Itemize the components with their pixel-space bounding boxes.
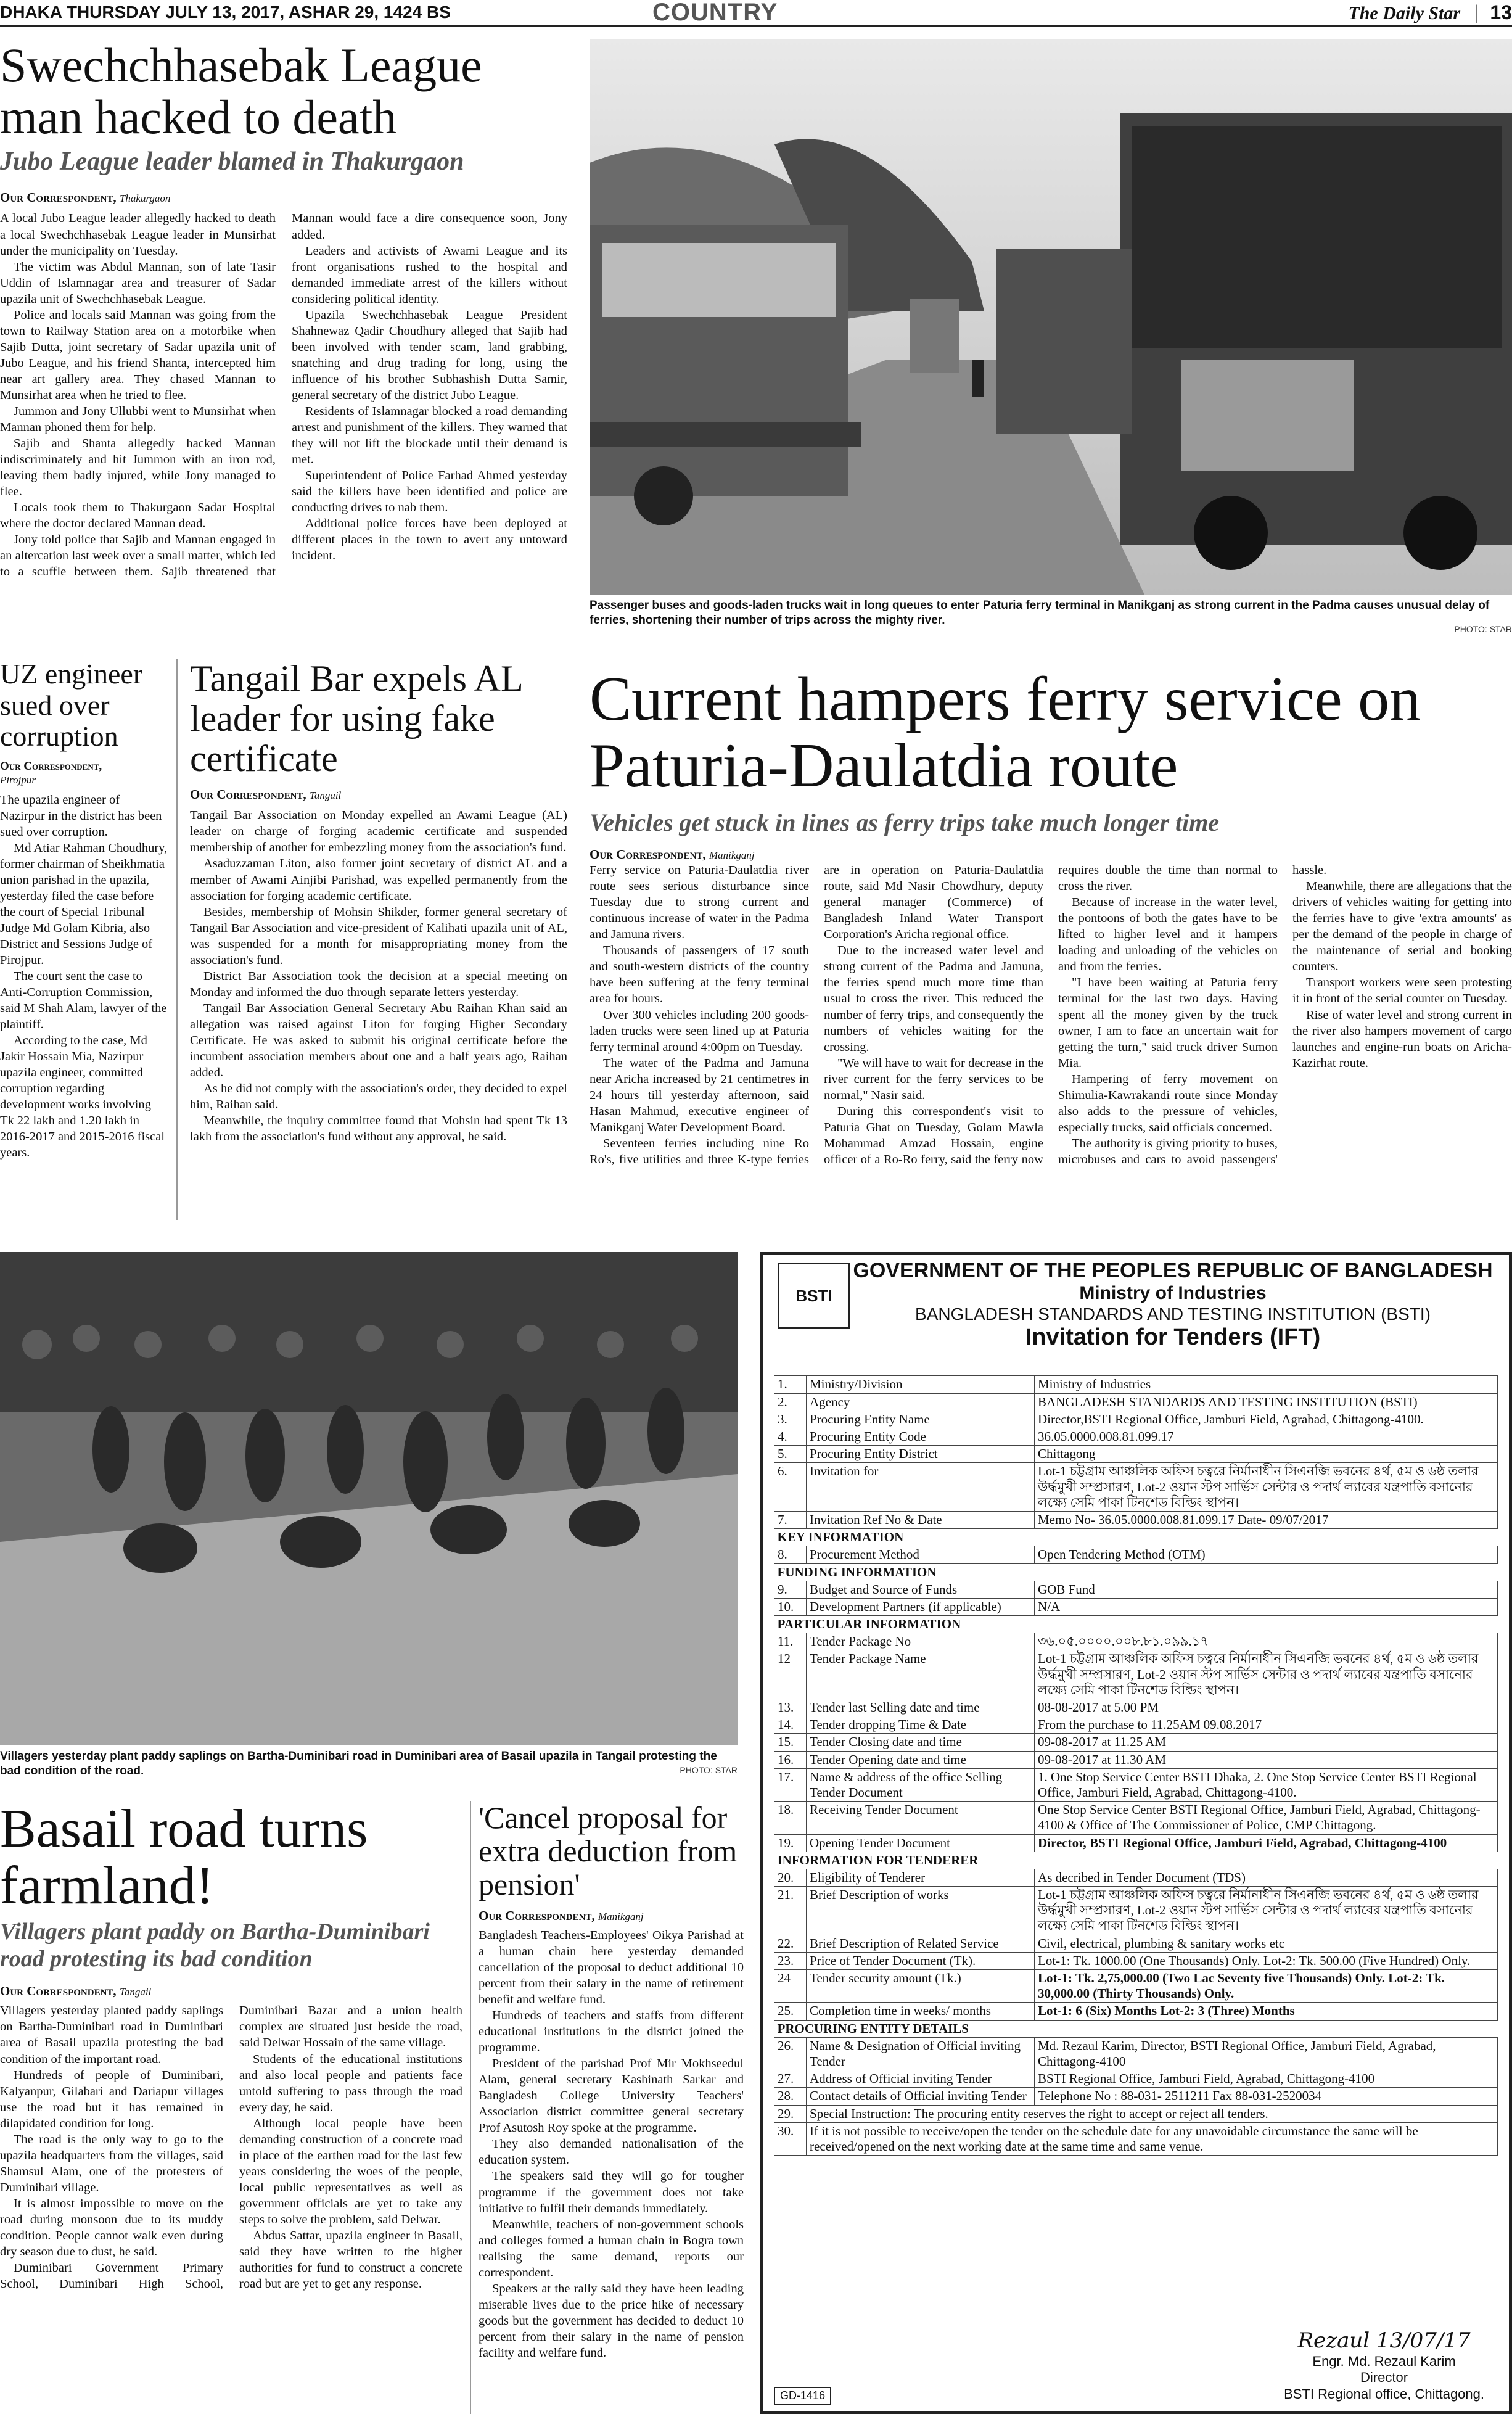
row-value: Lot-1 চট্টগ্রাম আঞ্চলিক অফিস চত্বরে নির্মানাধীন সিএনজি ভবনের ৪র্থ, ৫ম ও ৬ষ্ঠ তলার উর্দ্ধমুখী সম্প্রসারণ, Lot-2 ওয়ান স্টপ সার্ভিস সেন্টার ও পদার্থ ল্যাবের যন্ত্রপাতি বসানোর লক্ষ্যে সেমি পাকা টিনশেড বিল্ডিং স্থাপন। xyxy=(1035,1463,1498,1512)
paragraph: Because of increase in the water level, the pontoons of both the gates have to be lifted to higher level and it hampers loading and unloading of the vehicles on and from the ferries. xyxy=(1058,896,1278,974)
column-rule xyxy=(470,1801,471,2414)
section-name: COUNTRY xyxy=(652,0,778,26)
table-row xyxy=(774,1511,1498,1528)
section-label: PROCURING ENTITY DETAILS xyxy=(774,2020,1498,2037)
row-label: Budget and Source of Funds xyxy=(807,1581,1035,1598)
row-value: BSTI Regional Office, Jamburi Field, Agrabad, Chittagong-4100 xyxy=(1035,2070,1498,2088)
row-number: 3. xyxy=(774,1411,807,1428)
row-value: 09-08-2017 at 11.25 AM xyxy=(1035,1734,1498,1751)
ad-agency: BANGLADESH STANDARDS AND TESTING INSTITUTION (BSTI) xyxy=(915,1304,1431,1324)
story-body xyxy=(190,807,567,1145)
paragraph: The water of the Padma and Jamuna near Aricha increased by 21 centimetres in 24 hours till yesterday afternoon, said Hasan Mahmud, executive engineer of Manikganj Water Development Board. xyxy=(590,1056,809,1134)
table-row xyxy=(774,1751,1498,1768)
byline: Our Correspondent, Pirojpur xyxy=(0,759,102,786)
row-label: Brief Description of works xyxy=(807,1887,1035,1935)
section-label: INFORMATION FOR TENDERER xyxy=(774,1852,1498,1869)
row-label: Brief Description of Related Service xyxy=(807,1935,1035,1952)
row-label: Tender Package Name xyxy=(807,1650,1035,1699)
photo-caption: Villagers yesterday plant paddy saplings on Bartha-Duminibari road in Duminibari area of Basail upazila in Tangail protesting the bad condition of the road. xyxy=(0,1750,717,1778)
paragraph: Bangladesh Teachers-Employees' Oikya Parishad at a human chain here yesterday demanded cancellation of the proposal to deduct additional 10 percent from their salary in the name of retirement benefit and welfare fund. xyxy=(479,1929,744,2007)
page-number: 13 xyxy=(1490,1,1512,23)
paragraph: Locals took them to Thakurgaon Sadar Hospital where the doctor declared Mannan dead. xyxy=(0,501,276,531)
row-value: Lot-1 চট্টগ্রাম আঞ্চলিক অফিস চত্বরে নির্মানাধীন সিএনজি ভবনের ৪র্থ, ৫ম ও ৬ষ্ঠ তলার উর্দ্ধমুখী সম্প্রসারণ, Lot-2 ওয়ান স্টপ সার্ভিস সেন্টার ও পদার্থ ল্যাবের যন্ত্রপাতি বসানোর লক্ষ্যে সেমি পাকা টিনশেড বিল্ডিং স্থাপন। xyxy=(1035,1650,1498,1699)
paragraph: Upazila Swechchhasebak League President Shahnewaz Qadir Choudhury alleged that Sajib had been involved with tender scam, land grabbing, snatching and drug trading for long, using the influence of his brother Subhashish Dutta Samir, general secretary of the district Jubo League. xyxy=(292,308,567,402)
row-label: Tender Opening date and time xyxy=(807,1751,1035,1768)
row-value: BANGLADESH STANDARDS AND TESTING INSTITUTION (BSTI) xyxy=(1035,1393,1498,1411)
paragraph: Meanwhile, the inquiry committee found that Mohsin had spent Tk 13 lakh from the association's fund without any approval, he said. xyxy=(190,1113,567,1144)
row-label: Price of Tender Document (Tk). xyxy=(807,1952,1035,1969)
row-label: Name & Designation of Official inviting Tender xyxy=(807,2037,1035,2070)
row-number: 20. xyxy=(774,1869,807,1886)
paragraph: Hundreds of teachers and staffs from different educational institutions in the district joined the programme. xyxy=(479,2009,744,2055)
paragraph: During this correspondent's visit to Paturia Ghat on Tuesday, Golam Mawla Mohammad Amzad Hossain, engine officer of a Ro-Ro ferry, said the ferry now requires double the time than normal to cross the river. xyxy=(824,863,1278,1166)
paragraph: Due to the increased water level and strong current of the Padma and Jamuna, the ferries spend much more time than usual to cross the river. This reduced the number of ferry trips, and consequently the numbers of vehicles waiting for the crossing. xyxy=(824,944,1043,1054)
signature: Rezaul 13/07/17 xyxy=(1297,2328,1471,2354)
headline: Basail road turns farmland! xyxy=(0,1799,368,1916)
signer-title: Director xyxy=(1360,2370,1408,2386)
row-value: Lot-1: 6 (Six) Months Lot-2: 3 (Three) Months xyxy=(1035,2003,1498,2020)
table-row xyxy=(774,1581,1498,1598)
paragraph: As he did not comply with the association's order, they decided to expel him, Raihan said. xyxy=(190,1081,567,1111)
table-row xyxy=(774,1834,1498,1852)
paragraph: Police and locals said Mannan was going from the town to Railway Station area on a motorbike when Sajib Dutta, joint secretary of Sadar upazila unit of Jubo League, and his friend Shanta, intercepted him near art gallery area. They chased Mannan to Munsirhat area when he tried to flee. xyxy=(0,308,276,402)
row-number: 14. xyxy=(774,1716,807,1734)
row-value: Lot-1: Tk. 1000.00 (One Thousands) Only. Lot-2: Tk. 500.00 (Five Hundred) Only. xyxy=(1035,1952,1498,1969)
table-row xyxy=(774,1887,1498,1935)
paragraph: Residents of Islamnagar blocked a road demanding arrest and punishment of the killers. They warned that they will not lift the blockade until their demand is met. xyxy=(292,404,567,466)
paragraph: Besides, membership of Mohsin Shikder, former general secretary of Tangail Bar Association and vice-president of Kalihati upazila unit of AL, was suspended for a month for misappropriating money from the association's fund. xyxy=(190,905,567,967)
table-row xyxy=(774,1446,1498,1463)
row-value: Memo No- 36.05.0000.008.81.099.17 Date- 09/07/2017 xyxy=(1035,1511,1498,1528)
headline: Current hampers ferry service on Paturia-Daulatdia route xyxy=(590,664,1421,801)
paragraph: Tangail Bar Association on Monday expelled an Awami League (AL) leader on charge of forging academic certificate and suspended membership of another for embezzling money from the association's fund. xyxy=(190,809,567,855)
row-label: Eligibility of Tenderer xyxy=(807,1869,1035,1886)
row-number: 26. xyxy=(774,2037,807,2070)
row-number: 8. xyxy=(774,1546,807,1563)
row-number: 2. xyxy=(774,1393,807,1411)
paragraph: Villagers yesterday planted paddy saplings on Bartha-Duminibari road in Duminibari area of Basail upazila protesting the bad condition of the important road. xyxy=(0,2004,223,2066)
section-label: PARTICULAR INFORMATION xyxy=(774,1616,1498,1633)
table-row xyxy=(774,1428,1498,1446)
row-label: Tender Closing date and time xyxy=(807,1734,1035,1751)
row-text: If it is not possible to receive/open the tender on the schedule date for any unavoidable circumstance the same will be received/opened on the next working date at the same time and same venue. xyxy=(810,2123,1418,2154)
paragraph: Leaders and activists of Awami League and its front organisations rushed to the hospital and demanded immediate arrest of the killers without considering political identity. xyxy=(292,244,567,306)
paragraph: The victim was Abdul Mannan, son of late Tasir Uddin of Islamnagar area and treasurer of Sadar upazila unit of Swechchhasebak League. xyxy=(0,260,276,306)
row-label: Contact details of Official inviting Tender xyxy=(807,2088,1035,2105)
photo-credit: PHOTO: STAR xyxy=(1454,624,1512,634)
row-number: 5. xyxy=(774,1446,807,1463)
row-value: Telephone No : 88-031- 2511211 Fax 88-031-2520034 xyxy=(1035,2088,1498,2105)
ad-code: GD-1416 xyxy=(774,2387,831,2405)
row-label: Invitation Ref No & Date xyxy=(807,1511,1035,1528)
row-label: Tender dropping Time & Date xyxy=(807,1716,1035,1734)
row-value: Lot-1: Tk. 2,75,000.00 (Two Lac Seventy five Thousands) Only. Lot-2: Tk. 30,000.00 (Thirty Thousands) Only. xyxy=(1035,1970,1498,2003)
row-label: Development Partners (if applicable) xyxy=(807,1598,1035,1615)
row-number: 30. xyxy=(774,2122,807,2155)
row-number: 22. xyxy=(774,1935,807,1952)
story-uz-engineer xyxy=(0,659,168,1161)
paragraph: Abdus Sattar, upazila engineer in Basail, said they have written to the higher authorities for fund to construct a concrete road but are yet to get any response. xyxy=(239,2228,462,2291)
table-row xyxy=(774,1935,1498,1952)
paragraph: "I have been waiting at Paturia ferry terminal for the last two days. Having spent all the money given by the truck owner, I am to face an uncertain wait for getting the turn," said truck driver Sumon Mia. xyxy=(1058,976,1278,1070)
row-value: As decribed in Tender Document (TDS) xyxy=(1035,1869,1498,1886)
row-label: Invitation for xyxy=(807,1463,1035,1512)
table-row xyxy=(774,1699,1498,1716)
paragraph: The road is the only way to go to the upazila headquarters from the villages, said Shamsul Alam, one of the protesters of Duminibari village. xyxy=(0,2132,223,2194)
paragraph: Hampering of ferry movement on Shimulia-Kawrakandi route since Monday also adds to the pressure of vehicles, especially trucks, said officials concerned. xyxy=(1058,1072,1278,1134)
headline: Swechchhasebak League man hacked to death xyxy=(0,38,482,144)
paragraph: A local Jubo League leader allegedly hacked to death a local Swechchhasebak League leader in Munsirhat under the municipality on Tuesday. xyxy=(0,212,276,258)
table-row xyxy=(774,1633,1498,1650)
row-number: 24 xyxy=(774,1970,807,2003)
row-number: 28. xyxy=(774,2088,807,2105)
headline: UZ engineer sued over corruption xyxy=(0,658,143,752)
row-number: 4. xyxy=(774,1428,807,1446)
paragraph: Md Atiar Rahman Choudhury, former chairman of Sheikhmatia union parishad in the upazila, yesterday filed the case before the court of Special Tribunal Judge Md Golam Kibria, also District and Sessions Judge of Pirojpur. xyxy=(0,841,168,968)
row-number: 21. xyxy=(774,1887,807,1935)
row-value: 08-08-2017 at 5.00 PM xyxy=(1035,1699,1498,1716)
paragraph: Students of the educational institutions and also local people and patients face untold suffering to pass through the road every day, he said. xyxy=(239,2052,462,2114)
table-row xyxy=(774,2037,1498,2070)
row-value: N/A xyxy=(1035,1598,1498,1615)
ad-title: Invitation for Tenders (IFT) xyxy=(1025,1324,1321,1350)
row-label: Tender last Selling date and time xyxy=(807,1699,1035,1716)
table-row xyxy=(774,1869,1498,1886)
row-value: 36.05.0000.008.81.099.17 xyxy=(1035,1428,1498,1446)
byline: Our Correspondent, Thakurgaon xyxy=(0,190,171,205)
paragraph: Meanwhile, teachers of non-government schools and colleges formed a human chain in Bogra town realising the same demand, reports our correspondent. xyxy=(479,2217,744,2280)
paragraph: President of the parishad Prof Mir Mokhseedul Alam, general secretary Kashinath Sarkar and Bangladesh College University Teachers' Association district committee general secretary Prof Asutosh Roy spoke at the programme. xyxy=(479,2057,744,2135)
table-row xyxy=(774,1463,1498,1512)
row-number: 1. xyxy=(774,1376,807,1393)
paragraph: Asaduzzaman Liton, also former joint secretary of district AL and a member of Awami Ainjibi Parishad, was expelled permanently from the association for forging academic certificate. xyxy=(190,857,567,903)
paragraph: The speakers said they will go for tougher programme if the government does not take initiative to fulfil their demands immediately. xyxy=(479,2169,744,2215)
row-text: The procuring entity reserves the right to accept or reject all tenders. xyxy=(913,2106,1268,2121)
paragraph: Ferry service on Paturia-Daulatdia river route sees serious disturbance since Tuesday due to strong current and continuous increase of water in the Padma and Jamuna rivers. xyxy=(590,863,809,942)
signer-office: BSTI Regional office, Chittagong. xyxy=(1284,2386,1484,2402)
paragraph: Rise of water level and strong current in the river also hampers movement of cargo launches and engine-run boats on Aricha-Kazirhat route. xyxy=(1292,1008,1512,1070)
photo-credit: PHOTO: STAR xyxy=(680,1765,738,1775)
table-row xyxy=(774,1768,1498,1801)
photo-ferry-queue xyxy=(590,39,1512,595)
paragraph: Tangail Bar Association General Secretary Abu Raihan Khan said an allegation was raised against Liton for forging Higher Secondary Certificate. He was asked to submit his original certificate before the incumbent association members about one and a half years ago, Raihan added. xyxy=(190,1001,567,1079)
row-value: ৩৬.০৫.০০০০.০০৮.৮১.০৯৯.১৭ xyxy=(1035,1633,1498,1650)
table-row xyxy=(774,1952,1498,1969)
row-value xyxy=(807,2122,1498,2155)
story-body xyxy=(0,210,567,617)
photo-caption: Passenger buses and goods-laden trucks wait in long queues to enter Paturia ferry terminal in Manikganj as strong current in the Padma causes unusual delay of ferries, shortening their number of trips across the mighty river. xyxy=(590,599,1490,627)
row-label: Completion time in weeks/ months xyxy=(807,2003,1035,2020)
byline: Our Correspondent, Tangail xyxy=(0,1984,152,1999)
paragraph: The authority is giving priority to buses, microbuses and cars to avoid passengers' hassle. xyxy=(1058,863,1327,1166)
story-body xyxy=(0,792,168,1161)
row-label: Special Instruction: xyxy=(810,2106,911,2121)
table-row xyxy=(774,1598,1498,1615)
villagers-photo xyxy=(0,1252,738,1745)
trucks-photo xyxy=(590,39,1512,595)
table-row xyxy=(774,1411,1498,1428)
row-number: 6. xyxy=(774,1463,807,1512)
byline: Our Correspondent, Manikganj xyxy=(479,1908,644,1923)
story-tangail-bar xyxy=(190,659,567,1145)
row-number: 29. xyxy=(774,2105,807,2122)
row-value: Md. Rezaul Karim, Director, BSTI Regional Office, Jamburi Field, Agrabad, Chittagong-4100 xyxy=(1035,2037,1498,2070)
table-row xyxy=(774,1376,1498,1393)
paragraph: They also demanded nationalisation of the education system. xyxy=(479,2137,744,2167)
paragraph: Speakers at the rally said they have been leading miserable lives due to the price hike of necessary goods but the government has decided to deduct 10 percent from their salary in the name of pension facility and welfare fund. xyxy=(479,2281,744,2360)
table-row xyxy=(774,1393,1498,1411)
paragraph: Thousands of passengers of 17 south and south-western districts of the country have been suffering at the ferry terminal area for hours. xyxy=(590,944,809,1006)
row-number: 10. xyxy=(774,1598,807,1615)
row-number: 11. xyxy=(774,1633,807,1650)
date-line: DHAKA THURSDAY JULY 13, 2017, ASHAR 29, 1424 BS xyxy=(0,2,451,22)
paragraph: It is almost impossible to move on the road during monsoon due to its muddy condition. People cannot walk even during dry season due to dust, he said. xyxy=(0,2196,223,2259)
row-value: 1. One Stop Service Center BSTI Dhaka, 2. One Stop Service Center BSTI Regional Office, Jamburi Field, Agrabad, Chittagong-4100. xyxy=(1035,1768,1498,1801)
table-row xyxy=(774,1546,1498,1563)
table-row xyxy=(774,1716,1498,1734)
signature-block xyxy=(1284,2328,1484,2402)
row-number: 18. xyxy=(774,1802,807,1834)
story-body xyxy=(0,2003,462,2385)
row-number: 7. xyxy=(774,1511,807,1528)
tender-table xyxy=(774,1375,1498,2156)
row-label: Receiving Tender Document xyxy=(807,1802,1035,1834)
headline: Tangail Bar expels AL leader for using fake certificate xyxy=(190,658,522,779)
story-pension xyxy=(479,1801,744,2361)
paper-page xyxy=(1348,1,1512,24)
row-value: Civil, electrical, plumbing & sanitary works etc xyxy=(1035,1935,1498,1952)
row-label: Ministry/Division xyxy=(807,1376,1035,1393)
row-label: Procurement Method xyxy=(807,1546,1035,1563)
ad-ministry: Ministry of Industries xyxy=(1079,1283,1267,1304)
row-label: Name & address of the office Selling Tender Document xyxy=(807,1768,1035,1801)
row-label: Address of Official inviting Tender xyxy=(807,2070,1035,2088)
paragraph: Sajib and Shanta allegedly hacked Mannan indiscriminately and hit Jummon with an iron rod, leaving them badly injured, while Jony managed to flee. xyxy=(0,436,276,498)
table-row xyxy=(774,2105,1498,2122)
paragraph: According to the case, Md Jakir Hossain Mia, Nazirpur upazila engineer, committed corruption regarding development works involving Tk 22 lakh and 1.20 lakh in 2016-2017 and 2015-2016 fiscal years. xyxy=(0,1034,165,1160)
masthead xyxy=(0,0,1512,27)
row-number: 12 xyxy=(774,1650,807,1699)
table-section-header xyxy=(774,1616,1498,1633)
story-ferry xyxy=(590,666,1512,1183)
paper-logo: The Daily Star xyxy=(1348,3,1461,23)
table-row xyxy=(774,2003,1498,2020)
row-number: 27. xyxy=(774,2070,807,2088)
paragraph: Although local people have been demanding construction of a concrete road in place of the earthen road for the last few years considering the woes of the people, local public representatives as well as government officials are yet to take any steps to solve the problem, said Delwar. xyxy=(239,2116,462,2227)
bsti-tender-ad xyxy=(760,1252,1512,2414)
byline: Our Correspondent, Tangail xyxy=(190,787,342,802)
kicker: Villagers plant paddy on Bartha-Duminibari road protesting its bad condition xyxy=(0,1919,430,1972)
photo-paddy-planting xyxy=(0,1252,738,1745)
row-value: Lot-1 চট্টগ্রাম আঞ্চলিক অফিস চত্বরে নির্মানাধীন সিএনজি ভবনের ৪র্থ, ৫ম ও ৬ষ্ঠ তলার উর্দ্ধমুখী সম্প্রসারণ, Lot-2 ওয়ান স্টপ সার্ভিস সেন্টার ও পদার্থ ল্যাবের যন্ত্রপাতি বসানোর লক্ষ্যে সেমি পাকা টিনশেড বিল্ডিং স্থাপন। xyxy=(1035,1887,1498,1935)
row-label: Procuring Entity Name xyxy=(807,1411,1035,1428)
row-value: Ministry of Industries xyxy=(1035,1376,1498,1393)
row-label: Procuring Entity Code xyxy=(807,1428,1035,1446)
kicker: Jubo League leader blamed in Thakurgaon xyxy=(0,147,464,176)
row-label: Tender Package No xyxy=(807,1633,1035,1650)
paragraph: Superintendent of Police Farhad Ahmed yesterday said the killers have been identified and police are conducting drives to nab them. xyxy=(292,468,567,515)
row-value xyxy=(807,2105,1498,2122)
paragraph: Jummon and Jony Ullubbi went to Munsirhat when Mannan phoned them for help. xyxy=(0,404,276,434)
paragraph: Duminibari Government Primary School, Duminibari High School, Duminibari Bazar and a union health complex are situated just beside the road, said Delwar Hossain of the same village. xyxy=(0,2004,462,2291)
row-value: Open Tendering Method (OTM) xyxy=(1035,1546,1498,1563)
divider: | xyxy=(1474,1,1479,23)
table-section-header xyxy=(774,1563,1498,1581)
paragraph: Transport workers were seen protesting it in front of the serial counter on Tuesday. xyxy=(1292,976,1512,1006)
table-row xyxy=(774,1802,1498,1834)
row-value: GOB Fund xyxy=(1035,1581,1498,1598)
row-number: 19. xyxy=(774,1834,807,1852)
table-row xyxy=(774,1650,1498,1699)
row-value: Director, BSTI Regional Office, Jamburi Field, Agrabad, Chittagong-4100 xyxy=(1035,1834,1498,1852)
story-body xyxy=(479,1927,744,2361)
byline: Our Correspondent, Manikganj xyxy=(590,847,755,862)
row-value: One Stop Service Center BSTI Regional Office, Jamburi Field, Agrabad, Chittagong-4100 & Office of The Commissioner of Police, CMP Chittagong. xyxy=(1035,1802,1498,1834)
headline: 'Cancel proposal for extra deduction from pension' xyxy=(479,1800,738,1901)
row-label: Procuring Entity District xyxy=(807,1446,1035,1463)
paragraph: Meanwhile, there are allegations that the drivers of vehicles waiting for getting into the ferries have to give 'extra amounts' as per the demand of the people in charge of the maintenance of serial and booking counters. xyxy=(1292,880,1512,974)
table-row xyxy=(774,1734,1498,1751)
paragraph: The upazila engineer of Nazirpur in the district has been sued over corruption. xyxy=(0,793,162,839)
row-value: From the purchase to 11.25AM 09.08.2017 xyxy=(1035,1716,1498,1734)
paragraph: "We will have to wait for decrease in the river current for the ferry services to be normal," Nasir said. xyxy=(824,1056,1043,1102)
section-label: FUNDING INFORMATION xyxy=(774,1563,1498,1581)
paragraph: Jony told police that Sajib and Mannan engaged in an altercation last week over a small matter, which led to a scuffle between them. Sajib threatened that Mannan would face a dire consequence soon, Jony added. xyxy=(0,212,567,579)
row-label: Opening Tender Document xyxy=(807,1834,1035,1852)
row-value: Chittagong xyxy=(1035,1446,1498,1463)
table-section-header xyxy=(774,1529,1498,1546)
row-label: Tender security amount (Tk.) xyxy=(807,1970,1035,2003)
signer-name: Engr. Md. Rezaul Karim xyxy=(1312,2353,1456,2369)
story-basail-road xyxy=(0,1801,462,2385)
row-number: 17. xyxy=(774,1768,807,1801)
paragraph: Seventeen ferries including nine Ro Ro's, five utilities and three K-type ferries are in operation on Paturia-Daulatdia route, said Md Nasir Chowdhury, deputy general manager (Commerce) of Bangladesh Inland Water Transport Corporation's Aricha regional office. xyxy=(590,863,1043,1166)
table-section-header xyxy=(774,2020,1498,2037)
story-swechchhasebak xyxy=(0,39,567,617)
row-number: 16. xyxy=(774,1751,807,1768)
section-label: KEY INFORMATION xyxy=(774,1529,1498,1546)
table-section-header xyxy=(774,1852,1498,1869)
column-rule xyxy=(176,659,178,1220)
row-value: Director,BSTI Regional Office, Jamburi Field, Agrabad, Chittagong-4100. xyxy=(1035,1411,1498,1428)
row-number: 13. xyxy=(774,1699,807,1716)
paragraph: Over 300 vehicles including 200 goods-laden trucks were seen lined up at Paturia ferry terminal around 4:00pm on Tuesday. xyxy=(590,1008,809,1054)
paragraph: Additional police forces have been deployed at different places in the town to avert any untoward incident. xyxy=(292,517,567,563)
paragraph: The court sent the case to Anti-Corruption Commission, said M Shah Alam, lawyer of the plaintiff. xyxy=(0,970,167,1032)
row-number: 25. xyxy=(774,2003,807,2020)
row-label: Agency xyxy=(807,1393,1035,1411)
row-value: 09-08-2017 at 11.30 AM xyxy=(1035,1751,1498,1768)
table-row xyxy=(774,2070,1498,2088)
story-body xyxy=(590,862,1512,1183)
table-row xyxy=(774,2088,1498,2105)
row-number: 9. xyxy=(774,1581,807,1598)
table-row xyxy=(774,2122,1498,2155)
row-number: 23. xyxy=(774,1952,807,1969)
table-row xyxy=(774,1970,1498,2003)
row-number: 15. xyxy=(774,1734,807,1751)
paragraph: Hundreds of people of Duminibari, Kalyanpur, Gilabari and Dariapur villages use the road but it has remained in dilapidated condition for long. xyxy=(0,2068,223,2130)
kicker: Vehicles get stuck in lines as ferry trips take much longer time xyxy=(590,809,1220,837)
ad-govt: GOVERNMENT OF THE PEOPLES REPUBLIC OF BANGLADESH xyxy=(853,1259,1493,1282)
bsti-logo: BSTI xyxy=(778,1263,850,1329)
paragraph: District Bar Association took the decision at a special meeting on Monday and informed the duo through separate letters yesterday. xyxy=(190,969,567,999)
